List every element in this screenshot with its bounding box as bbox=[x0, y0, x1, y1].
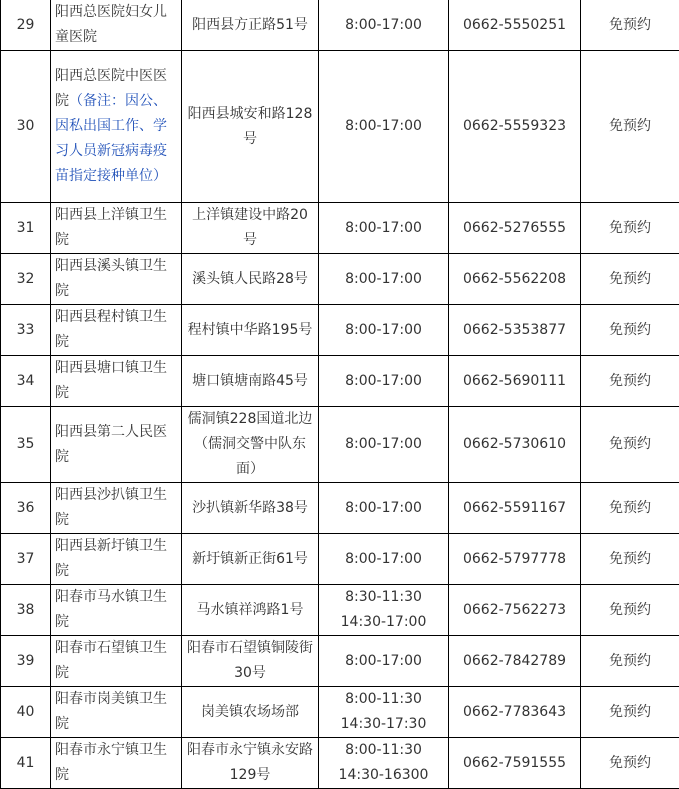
site-phone: 0662-7783643 bbox=[449, 687, 581, 738]
site-name-text: 阳西总医院中医医院 bbox=[55, 68, 167, 109]
hours-line: 8:00-17:00 bbox=[345, 118, 422, 134]
table-row bbox=[1, 636, 679, 687]
site-address: 马水镇祥鸿路1号 bbox=[182, 585, 319, 636]
hours-line: 8:00-11:30 bbox=[345, 742, 422, 758]
site-name bbox=[51, 51, 182, 203]
hours-line: 8:00-17:00 bbox=[345, 436, 422, 452]
site-name-text: 阳西县程村镇卫生院 bbox=[55, 309, 167, 350]
table-row bbox=[1, 254, 679, 305]
appointment-status: 免预约 bbox=[581, 305, 679, 356]
site-name bbox=[51, 534, 182, 585]
row-number: 30 bbox=[1, 51, 51, 203]
site-name-text: 阳春市岗美镇卫生院 bbox=[55, 691, 167, 732]
appointment-status: 免预约 bbox=[581, 738, 679, 789]
site-phone: 0662-5690111 bbox=[449, 356, 581, 407]
appointment-status: 免预约 bbox=[581, 203, 679, 254]
table-row bbox=[1, 407, 679, 483]
site-name-text: 阳西县第二人民医院 bbox=[55, 423, 167, 465]
site-name-text: 阳春市石望镇卫生院 bbox=[55, 640, 167, 681]
site-phone: 0662-5730610 bbox=[449, 407, 581, 483]
site-name bbox=[51, 305, 182, 356]
table-row bbox=[1, 687, 679, 738]
appointment-status: 免预约 bbox=[581, 636, 679, 687]
hours-line: 8:00-17:00 bbox=[345, 550, 422, 567]
site-phone: 0662-5797778 bbox=[449, 534, 581, 585]
row-number: 35 bbox=[1, 407, 51, 483]
site-hours bbox=[319, 51, 449, 203]
hours-line: 8:00-17:00 bbox=[345, 16, 422, 33]
row-number: 31 bbox=[1, 203, 51, 254]
site-note: （备注：因公、因私出国工作、学习人员新冠病毒疫苗指定接种单位） bbox=[55, 93, 167, 184]
row-number: 33 bbox=[1, 305, 51, 356]
appointment-status: 免预约 bbox=[581, 254, 679, 305]
site-hours bbox=[319, 636, 449, 687]
site-hours bbox=[319, 534, 449, 585]
site-name bbox=[51, 636, 182, 687]
table-row bbox=[1, 305, 679, 356]
site-hours bbox=[319, 356, 449, 407]
site-name-text: 阳春市马水镇卫生院 bbox=[55, 589, 167, 630]
table-body bbox=[1, 0, 679, 789]
row-number: 36 bbox=[1, 483, 51, 534]
appointment-status: 免预约 bbox=[581, 483, 679, 534]
hours-line: 14:30-16300 bbox=[338, 767, 429, 783]
table-row bbox=[1, 0, 679, 51]
appointment-status: 免预约 bbox=[581, 534, 679, 585]
appointment-status: 免预约 bbox=[581, 407, 679, 483]
site-name bbox=[51, 407, 182, 483]
site-phone: 0662-7591555 bbox=[449, 738, 581, 789]
row-number: 40 bbox=[1, 687, 51, 738]
row-number: 34 bbox=[1, 356, 51, 407]
row-number: 32 bbox=[1, 254, 51, 305]
site-hours bbox=[319, 203, 449, 254]
hours-line: 8:00-17:00 bbox=[345, 270, 422, 287]
hours-line: 8:30-11:30 bbox=[345, 589, 422, 605]
site-address: 新圩镇新正街61号 bbox=[182, 534, 319, 585]
site-address: 程村镇中华路195号 bbox=[182, 305, 319, 356]
site-name bbox=[51, 0, 182, 51]
site-hours bbox=[319, 585, 449, 636]
table-row bbox=[1, 585, 679, 636]
appointment-status: 免预约 bbox=[581, 585, 679, 636]
row-number: 37 bbox=[1, 534, 51, 585]
appointment-status: 免预约 bbox=[581, 0, 679, 51]
site-name-text: 阳春市永宁镇卫生院 bbox=[55, 742, 167, 783]
site-name-text: 阳西县新圩镇卫生院 bbox=[55, 538, 167, 579]
site-name bbox=[51, 738, 182, 789]
site-phone: 0662-5276555 bbox=[449, 203, 581, 254]
table-row bbox=[1, 356, 679, 407]
site-address: 阳春市永宁镇永安路129号 bbox=[182, 738, 319, 789]
site-name bbox=[51, 585, 182, 636]
row-number: 29 bbox=[1, 0, 51, 51]
site-name-text: 阳西县沙扒镇卫生院 bbox=[55, 487, 167, 528]
site-address: 上洋镇建设中路20号 bbox=[182, 203, 319, 254]
table-row bbox=[1, 738, 679, 789]
appointment-status: 免预约 bbox=[581, 51, 679, 203]
hours-line: 8:00-17:00 bbox=[345, 372, 422, 389]
row-number: 38 bbox=[1, 585, 51, 636]
site-address: 溪头镇人民路28号 bbox=[182, 254, 319, 305]
hours-line: 8:00-17:00 bbox=[345, 652, 422, 669]
site-phone: 0662-5353877 bbox=[449, 305, 581, 356]
site-address: 儒洞镇228国道北边（儒洞交警中队东面） bbox=[182, 407, 319, 483]
hours-line: 8:00-11:30 bbox=[345, 691, 422, 707]
site-name-text: 阳西总医院妇女儿童医院 bbox=[55, 4, 167, 45]
row-number: 39 bbox=[1, 636, 51, 687]
site-name bbox=[51, 254, 182, 305]
site-name bbox=[51, 203, 182, 254]
site-name-text: 阳西县塘口镇卫生院 bbox=[55, 360, 167, 401]
site-address: 阳西县方正路51号 bbox=[182, 0, 319, 51]
site-address: 沙扒镇新华路38号 bbox=[182, 483, 319, 534]
table-row bbox=[1, 203, 679, 254]
site-name-text: 阳西县上洋镇卫生院 bbox=[55, 207, 167, 248]
site-hours bbox=[319, 687, 449, 738]
table-row bbox=[1, 534, 679, 585]
hours-line: 14:30-17:30 bbox=[340, 716, 427, 732]
site-name-text: 阳西县溪头镇卫生院 bbox=[55, 258, 167, 299]
site-hours bbox=[319, 254, 449, 305]
site-address: 阳西县城安和路128号 bbox=[182, 51, 319, 203]
row-number: 41 bbox=[1, 738, 51, 789]
table-row bbox=[1, 51, 679, 203]
site-address: 阳春市石望镇铜陵街30号 bbox=[182, 636, 319, 687]
hours-line: 8:00-17:00 bbox=[345, 219, 422, 236]
site-hours bbox=[319, 483, 449, 534]
site-phone: 0662-5591167 bbox=[449, 483, 581, 534]
table-row bbox=[1, 483, 679, 534]
site-hours bbox=[319, 0, 449, 51]
site-phone: 0662-5562208 bbox=[449, 254, 581, 305]
hours-line: 14:30-17:00 bbox=[340, 614, 427, 630]
appointment-status: 免预约 bbox=[581, 687, 679, 738]
site-phone: 0662-7842789 bbox=[449, 636, 581, 687]
site-hours bbox=[319, 305, 449, 356]
site-hours bbox=[319, 738, 449, 789]
appointment-status: 免预约 bbox=[581, 356, 679, 407]
site-phone: 0662-7562273 bbox=[449, 585, 581, 636]
hours-line: 8:00-17:00 bbox=[345, 321, 422, 338]
site-address: 岗美镇农场场部 bbox=[182, 687, 319, 738]
site-phone: 0662-5559323 bbox=[449, 51, 581, 203]
site-address: 塘口镇塘南路45号 bbox=[182, 356, 319, 407]
site-name bbox=[51, 483, 182, 534]
site-phone: 0662-5550251 bbox=[449, 0, 581, 51]
site-name bbox=[51, 687, 182, 738]
hours-line: 8:00-17:00 bbox=[345, 499, 422, 516]
site-hours bbox=[319, 407, 449, 483]
site-name bbox=[51, 356, 182, 407]
